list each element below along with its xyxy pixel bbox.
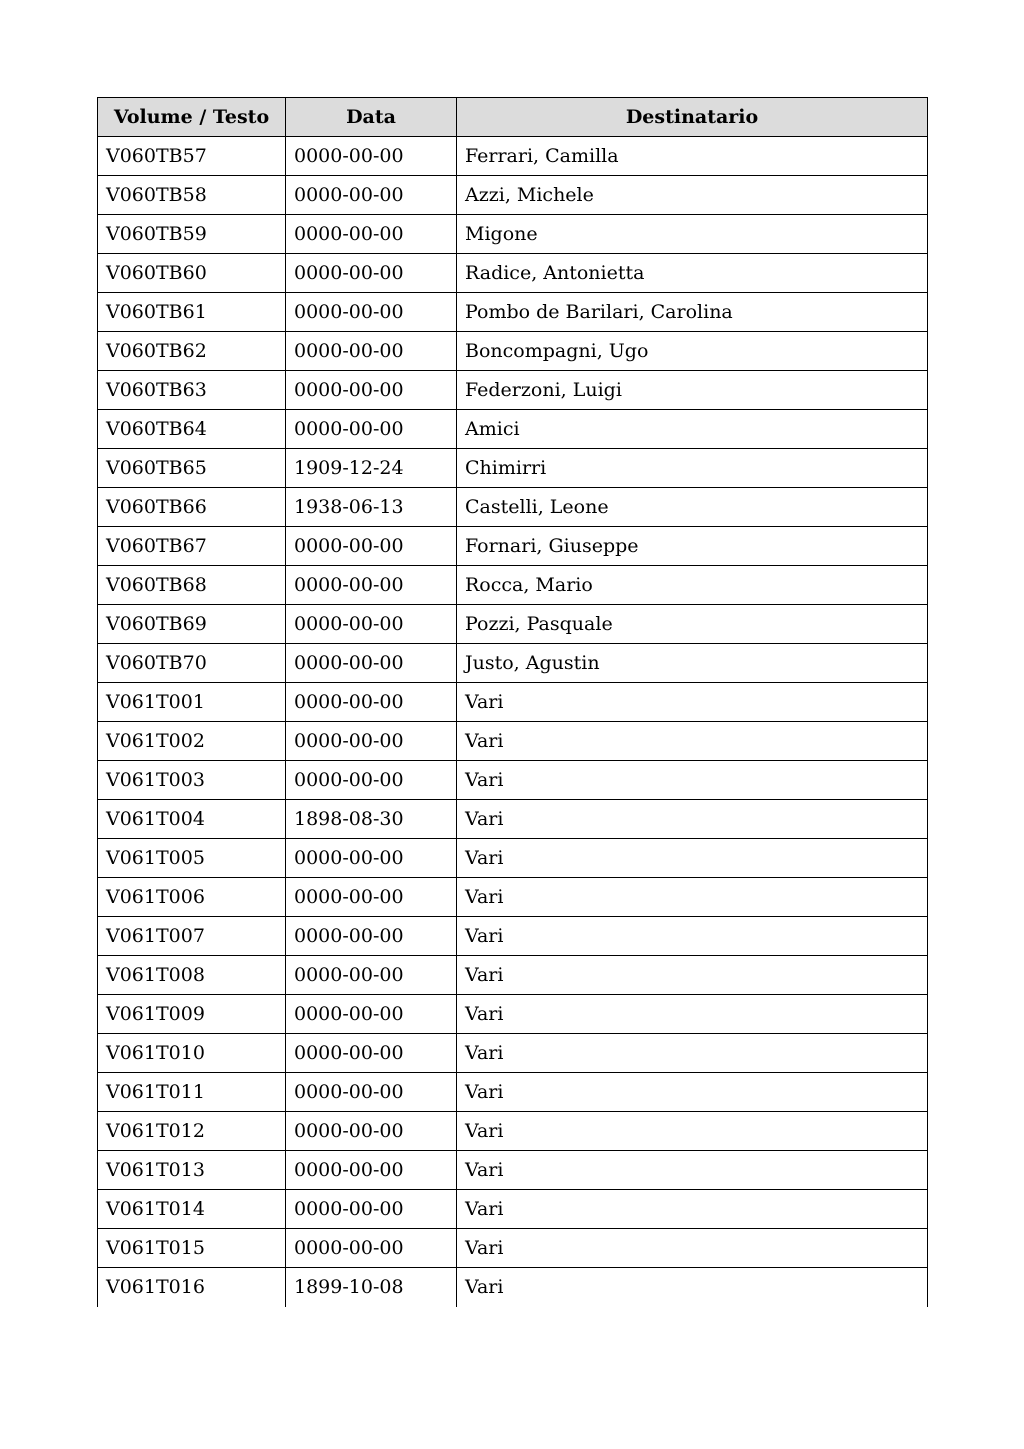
cell-data: 0000-00-00 [286, 1112, 457, 1151]
cell-volume-testo: V061T004 [98, 800, 286, 839]
cell-volume-testo: V060TB59 [98, 215, 286, 254]
table-row [98, 1034, 928, 1073]
cell-volume-testo: V061T002 [98, 722, 286, 761]
cell-destinatario: Chimirri [457, 449, 928, 488]
table-row [98, 488, 928, 527]
cell-destinatario: Vari [457, 1073, 928, 1112]
cell-data: 0000-00-00 [286, 917, 457, 956]
table-row [98, 371, 928, 410]
records-table [97, 97, 928, 1307]
cell-data: 0000-00-00 [286, 1151, 457, 1190]
cell-destinatario: Vari [457, 995, 928, 1034]
cell-destinatario: Rocca, Mario [457, 566, 928, 605]
cell-destinatario: Vari [457, 722, 928, 761]
cell-data: 0000-00-00 [286, 1034, 457, 1073]
table-row [98, 956, 928, 995]
table-row [98, 605, 928, 644]
cell-destinatario: Boncompagni, Ugo [457, 332, 928, 371]
table-row [98, 995, 928, 1034]
cell-volume-testo: V060TB66 [98, 488, 286, 527]
table-header [98, 98, 928, 137]
cell-volume-testo: V060TB70 [98, 644, 286, 683]
header-data: Data [286, 98, 457, 137]
table-row [98, 722, 928, 761]
table-row [98, 644, 928, 683]
cell-data: 0000-00-00 [286, 605, 457, 644]
table-body [98, 137, 928, 1307]
cell-destinatario: Vari [457, 1151, 928, 1190]
cell-destinatario: Vari [457, 683, 928, 722]
cell-destinatario: Vari [457, 1190, 928, 1229]
table-row [98, 1151, 928, 1190]
cell-destinatario: Vari [457, 917, 928, 956]
cell-data: 0000-00-00 [286, 137, 457, 176]
cell-volume-testo: V061T007 [98, 917, 286, 956]
cell-data: 0000-00-00 [286, 878, 457, 917]
table-row [98, 449, 928, 488]
cell-destinatario: Migone [457, 215, 928, 254]
cell-data: 0000-00-00 [286, 1190, 457, 1229]
cell-volume-testo: V061T010 [98, 1034, 286, 1073]
header-volume-testo: Volume / Testo [98, 98, 286, 137]
cell-destinatario: Castelli, Leone [457, 488, 928, 527]
cell-destinatario: Amici [457, 410, 928, 449]
cell-destinatario: Vari [457, 1112, 928, 1151]
table-row [98, 566, 928, 605]
cell-volume-testo: V061T013 [98, 1151, 286, 1190]
cell-data: 1898-08-30 [286, 800, 457, 839]
cell-destinatario: Pozzi, Pasquale [457, 605, 928, 644]
table-row [98, 800, 928, 839]
cell-data: 0000-00-00 [286, 761, 457, 800]
cell-volume-testo: V061T005 [98, 839, 286, 878]
cell-data: 0000-00-00 [286, 839, 457, 878]
cell-volume-testo: V061T014 [98, 1190, 286, 1229]
cell-data: 0000-00-00 [286, 176, 457, 215]
cell-volume-testo: V061T001 [98, 683, 286, 722]
cell-data: 0000-00-00 [286, 293, 457, 332]
cell-destinatario: Vari [457, 956, 928, 995]
cell-volume-testo: V061T009 [98, 995, 286, 1034]
table-row [98, 1229, 928, 1268]
cell-volume-testo: V060TB63 [98, 371, 286, 410]
table-row [98, 254, 928, 293]
cell-destinatario: Radice, Antonietta [457, 254, 928, 293]
cell-data: 0000-00-00 [286, 527, 457, 566]
cell-data: 0000-00-00 [286, 215, 457, 254]
cell-destinatario: Federzoni, Luigi [457, 371, 928, 410]
cell-data: 0000-00-00 [286, 644, 457, 683]
table-row [98, 878, 928, 917]
cell-volume-testo: V060TB62 [98, 332, 286, 371]
cell-volume-testo: V061T016 [98, 1268, 286, 1307]
table-row [98, 917, 928, 956]
table-row [98, 1190, 928, 1229]
cell-volume-testo: V060TB65 [98, 449, 286, 488]
cell-volume-testo: V060TB67 [98, 527, 286, 566]
cell-destinatario: Vari [457, 878, 928, 917]
cell-destinatario: Vari [457, 800, 928, 839]
table-row [98, 683, 928, 722]
cell-destinatario: Ferrari, Camilla [457, 137, 928, 176]
cell-destinatario: Vari [457, 839, 928, 878]
cell-data: 0000-00-00 [286, 1229, 457, 1268]
cell-volume-testo: V060TB68 [98, 566, 286, 605]
cell-volume-testo: V060TB58 [98, 176, 286, 215]
cell-destinatario: Vari [457, 1034, 928, 1073]
table-row [98, 1268, 928, 1307]
table-row [98, 137, 928, 176]
cell-data: 0000-00-00 [286, 995, 457, 1034]
cell-data: 0000-00-00 [286, 683, 457, 722]
cell-volume-testo: V061T015 [98, 1229, 286, 1268]
cell-data: 0000-00-00 [286, 1073, 457, 1112]
cell-destinatario: Vari [457, 1268, 928, 1307]
header-destinatario: Destinatario [457, 98, 928, 137]
table-row [98, 332, 928, 371]
table-row [98, 1073, 928, 1112]
cell-volume-testo: V061T003 [98, 761, 286, 800]
header-row [98, 98, 928, 137]
cell-data: 0000-00-00 [286, 332, 457, 371]
cell-destinatario: Vari [457, 761, 928, 800]
cell-volume-testo: V061T008 [98, 956, 286, 995]
cell-volume-testo: V061T012 [98, 1112, 286, 1151]
cell-volume-testo: V061T006 [98, 878, 286, 917]
table-row [98, 215, 928, 254]
cell-volume-testo: V060TB69 [98, 605, 286, 644]
cell-volume-testo: V060TB57 [98, 137, 286, 176]
cell-destinatario: Azzi, Michele [457, 176, 928, 215]
cell-data: 0000-00-00 [286, 566, 457, 605]
cell-destinatario: Fornari, Giuseppe [457, 527, 928, 566]
table-row [98, 293, 928, 332]
cell-volume-testo: V061T011 [98, 1073, 286, 1112]
table-row [98, 176, 928, 215]
table-row [98, 527, 928, 566]
cell-data: 0000-00-00 [286, 371, 457, 410]
cell-data: 0000-00-00 [286, 254, 457, 293]
table-row [98, 761, 928, 800]
cell-volume-testo: V060TB61 [98, 293, 286, 332]
cell-data: 0000-00-00 [286, 410, 457, 449]
table-row [98, 839, 928, 878]
cell-volume-testo: V060TB64 [98, 410, 286, 449]
cell-destinatario: Vari [457, 1229, 928, 1268]
cell-data: 1909-12-24 [286, 449, 457, 488]
cell-data: 1899-10-08 [286, 1268, 457, 1307]
cell-data: 0000-00-00 [286, 956, 457, 995]
cell-destinatario: Justo, Agustin [457, 644, 928, 683]
cell-volume-testo: V060TB60 [98, 254, 286, 293]
cell-data: 0000-00-00 [286, 722, 457, 761]
cell-data: 1938-06-13 [286, 488, 457, 527]
table-row [98, 1112, 928, 1151]
cell-destinatario: Pombo de Barilari, Carolina [457, 293, 928, 332]
table-row [98, 410, 928, 449]
